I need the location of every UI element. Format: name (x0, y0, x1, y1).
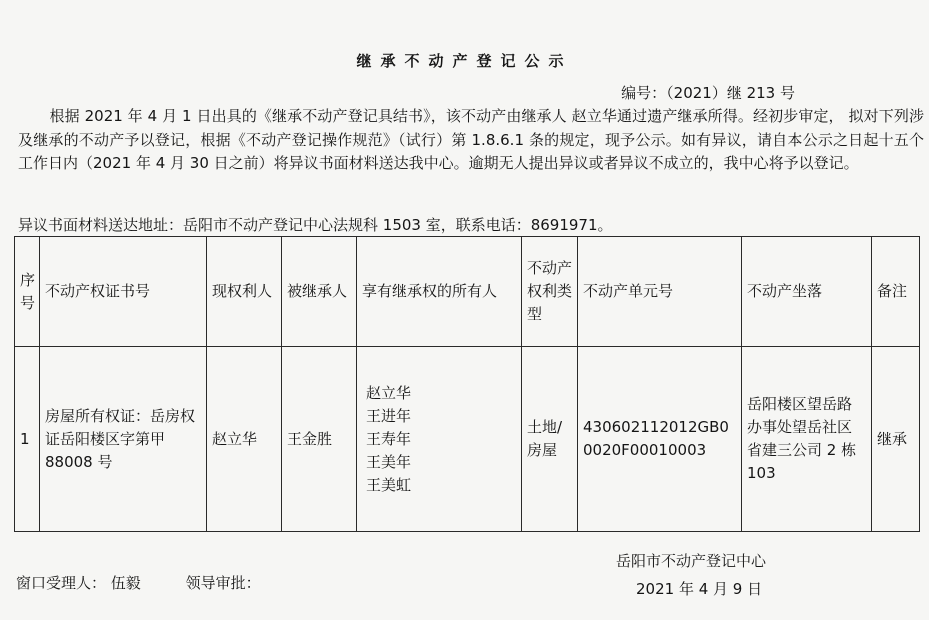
header-unit-no: 不动产单元号 (578, 237, 742, 347)
cell-unit-no: 430602112012GB00020F00010003 (578, 347, 742, 532)
header-remark: 备注 (872, 237, 920, 347)
leader-approval: 领导审批： (185, 574, 261, 592)
cell-seq: 1 (15, 347, 40, 532)
cell-rights-type: 土地/房屋 (522, 347, 578, 532)
cell-remark: 继承 (872, 347, 920, 532)
header-seq: 序号 (15, 237, 40, 347)
table-row (15, 347, 920, 532)
heir-name: 王美年 (366, 452, 412, 471)
heir-name: 王寿年 (366, 429, 412, 448)
notice-body: 根据 2021 年 4 月 1 日出具的《继承不动产登记具结书》，该不动产由继承人 赵立华通过遗产继承所得。经初步审定， 拟对下列涉及继承的不动产予以登记，根据《不动产登记操作规范》（试行）第 1.8.6.1 条的规定，现予公示。如有异议，请自本公示之日起十五个工作日内（2021 年 4 月 30 日之前）将异议书面材料送达我中心。逾期无人提出异议或者异议不成立的，我中心将予以登记。 (18, 107, 924, 172)
page-title: 继承不动产登记公示 (356, 52, 573, 70)
table-header-row (15, 237, 920, 347)
header-cert: 不动产权证书号 (40, 237, 207, 347)
header-location: 不动产坐落 (742, 237, 872, 347)
window-receiver: 窗口受理人： 伍毅 (16, 574, 141, 592)
cell-location: 岳阳楼区望岳路办事处望岳社区省建三公司 2 栋 103 (742, 347, 872, 532)
issue-date: 2021 年 4 月 9 日 (636, 580, 763, 598)
cell-cert: 房屋所有权证：岳房权证岳阳楼区字第甲 88008 号 (40, 347, 207, 532)
heir-name: 赵立华 (366, 383, 412, 402)
cell-holder: 赵立华 (207, 347, 282, 532)
objection-address: 异议书面材料送达地址：岳阳市不动产登记中心法规科 1503 室，联系电话：8691971。 (18, 216, 613, 234)
heir-name: 王进年 (366, 406, 412, 425)
cell-decedent: 王金胜 (282, 347, 357, 532)
header-heirs: 享有继承权的所有人 (357, 237, 522, 347)
header-holder: 现权利人 (207, 237, 282, 347)
header-rights-type: 不动产权利类型 (522, 237, 578, 347)
signature-line (16, 572, 261, 593)
registration-table (14, 236, 920, 532)
issuing-authority: 岳阳市不动产登记中心 (616, 552, 767, 570)
cell-heirs (357, 347, 522, 532)
heir-name: 王美虹 (366, 475, 412, 494)
header-decedent: 被继承人 (282, 237, 357, 347)
document-number: 编号：（2021）继 213 号 (621, 84, 795, 102)
